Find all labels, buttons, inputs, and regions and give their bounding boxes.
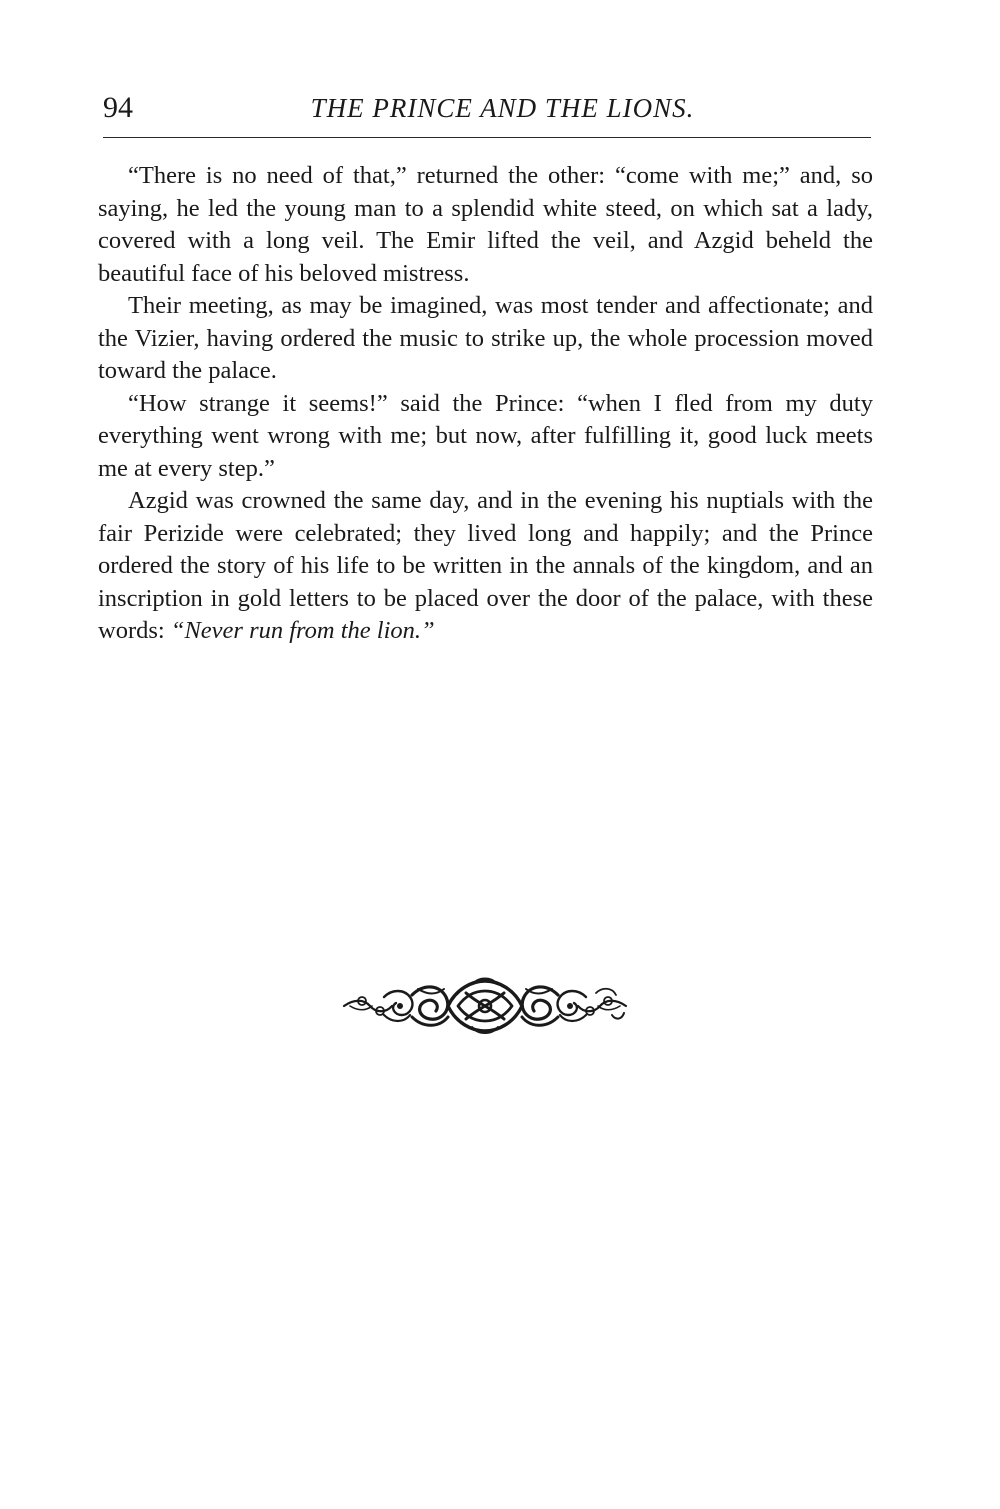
celtic-knot-tailpiece-icon — [340, 975, 630, 1037]
paragraph-4-text: Azgid was crowned the same day, and in the evening his nuptials with the fair Perizide were celebrated; they lived long and happily; and the Prince ordered the story of his life to be written in the annals of the kingdom, and an inscription in gold letters to be placed over the door of the palace, with these words: — [98, 487, 873, 644]
running-title: THE PRINCE AND THE LIONS. — [310, 93, 695, 123]
page-number: 94 — [103, 91, 133, 124]
paragraph-2: Their meeting, as may be imagined, was most tender and affectionate; and the Vizier, having ordered the music to strike up, the whole procession moved toward the palace. — [98, 292, 873, 384]
header-rule — [103, 137, 871, 138]
motto-text: “Never run from the lion.” — [170, 617, 435, 644]
paragraph-1: “There is no need of that,” returned the other: “come with me;” and, so saying, he led the young man to a splendid white steed, on which sat a lady, covered with a long veil. The Emir lifted the veil, and Azgid beheld the beautiful face of his beloved mistress. — [98, 162, 873, 287]
paragraph-3: “How strange it seems!” said the Prince: “when I fled from my duty everything went wrong with me; but now, after fulfilling it, good luck meets me at every step.” — [98, 389, 873, 482]
paragraph-4 — [98, 485, 873, 648]
body-text — [98, 160, 873, 648]
